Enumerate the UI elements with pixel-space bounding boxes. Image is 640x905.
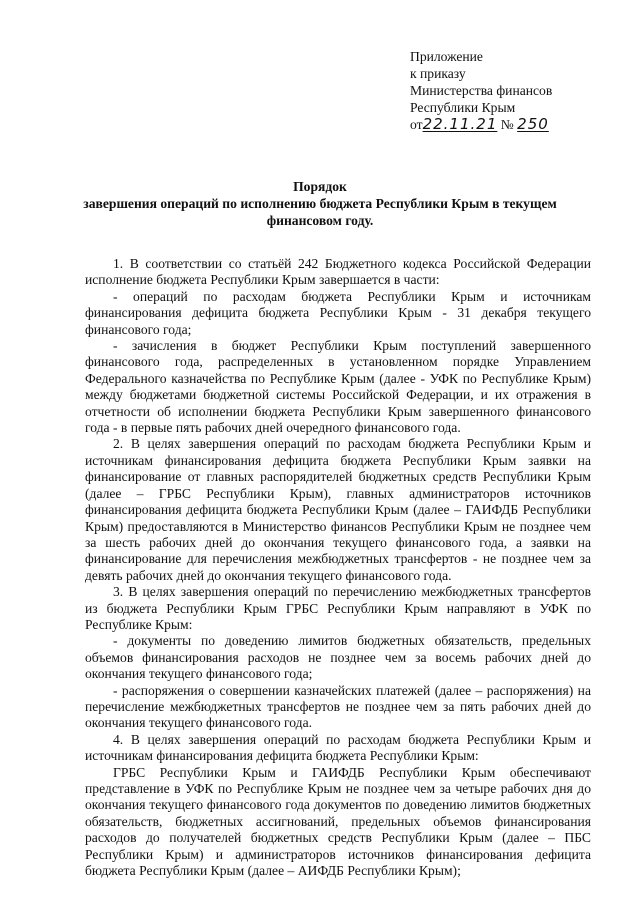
appendix-line: к приказу [410, 66, 466, 81]
title-heading: Порядок [293, 179, 347, 194]
order-date-line [410, 116, 630, 133]
body-paragraph: - зачисления в бюджет Республики Крым поступлений завершенного финансового года, распределенных в установленном порядке Управлением Федерального казначейства по Республике Крым (далее - УФК по Республике Крым) между бюджетами бюджетной системы Российской Федерации, и их отражения в отчетности об исполнении бюджета Республики Крым завершенного финансового года - в первые пять рабочих дней очередного финансового года. [85, 338, 591, 436]
handwritten-number: 250 [517, 115, 549, 133]
body-paragraph: 1. В соответствии со статьёй 242 Бюджетного кодекса Российской Федерации исполнение бюджета Республики Крым завершается в части: [85, 256, 591, 288]
title-subheading: завершения операций по исполнению бюджета Республики Крым в текущем финансовом году. [83, 196, 557, 228]
appendix-line: Приложение [410, 49, 483, 64]
body-paragraph: - документы по доведению лимитов бюджетных обязательств, предельных объемов финансирования расходов не позднее чем за восемь рабочих дней до окончания текущего финансового года; [85, 633, 591, 682]
appendix-line: Министерства финансов [410, 83, 553, 98]
handwritten-date: 22.11.21 [422, 115, 498, 133]
body-paragraph: ГРБС Республики Крым и ГАИФДБ Республики Крым обеспечивают представление в УФК по Республике Крым не позднее чем за четыре рабочих дня до окончания текущего финансового года документов по доведению лимитов бюджетных обязательств, бюджетных ассигнований, предельных объемов финансирования расходов до получателей бюджетных средств Республики Крым (далее – ПБС Республики Крым) и администраторов источников финансирования дефицита бюджета Республики Крым (далее – АИФДБ Республики Крым); [85, 764, 591, 879]
body-paragraph: - операций по расходам бюджета Республики Крым и источникам финансирования дефицита бюджета Республики Крым - 31 декабря текущего финансового года; [85, 288, 591, 337]
document-title [60, 178, 580, 229]
body-paragraph: 4. В целях завершения операций по расходам бюджета Республики Крым и источникам финансирования дефицита бюджета Республики Крым: [85, 731, 591, 764]
appendix-block [410, 48, 630, 133]
body-paragraph: - распоряжения о совершении казначейских платежей (далее – распоряжения) на перечисление межбюджетных трансфертов не позднее чем за пять рабочих дней до окончания текущего финансового года. [85, 682, 591, 731]
body-paragraph: 3. В целях завершения операций по перечислению межбюджетных трансфертов из бюджета Республики Крым ГРБС Республики Крым направляют в УФК по Республике Крым: [85, 584, 591, 632]
number-sign: № [500, 117, 514, 132]
appendix-line: Республики Крым [410, 100, 516, 115]
date-prefix: от [410, 117, 423, 132]
document-body [85, 256, 591, 879]
body-paragraph: 2. В целях завершения операций по расходам бюджета Республики Крым и источникам финансирования дефицита бюджета Республики Крым заявки на финансирование от главных распорядителей бюджетных средств Республики Крым (далее – ГРБС Республики Крым), главных администраторов источников финансирования дефицита бюджета Республики Крым (далее – ГАИФДБ Республики Крым) предоставляются в Министерство финансов Республики Крым не позднее чем за шесть рабочих дней до окончания текущего финансового года, а заявки на финансирование для перечисления межбюджетных трансфертов - не позднее чем за девять рабочих дней до окончания текущего финансового года. [85, 436, 591, 583]
